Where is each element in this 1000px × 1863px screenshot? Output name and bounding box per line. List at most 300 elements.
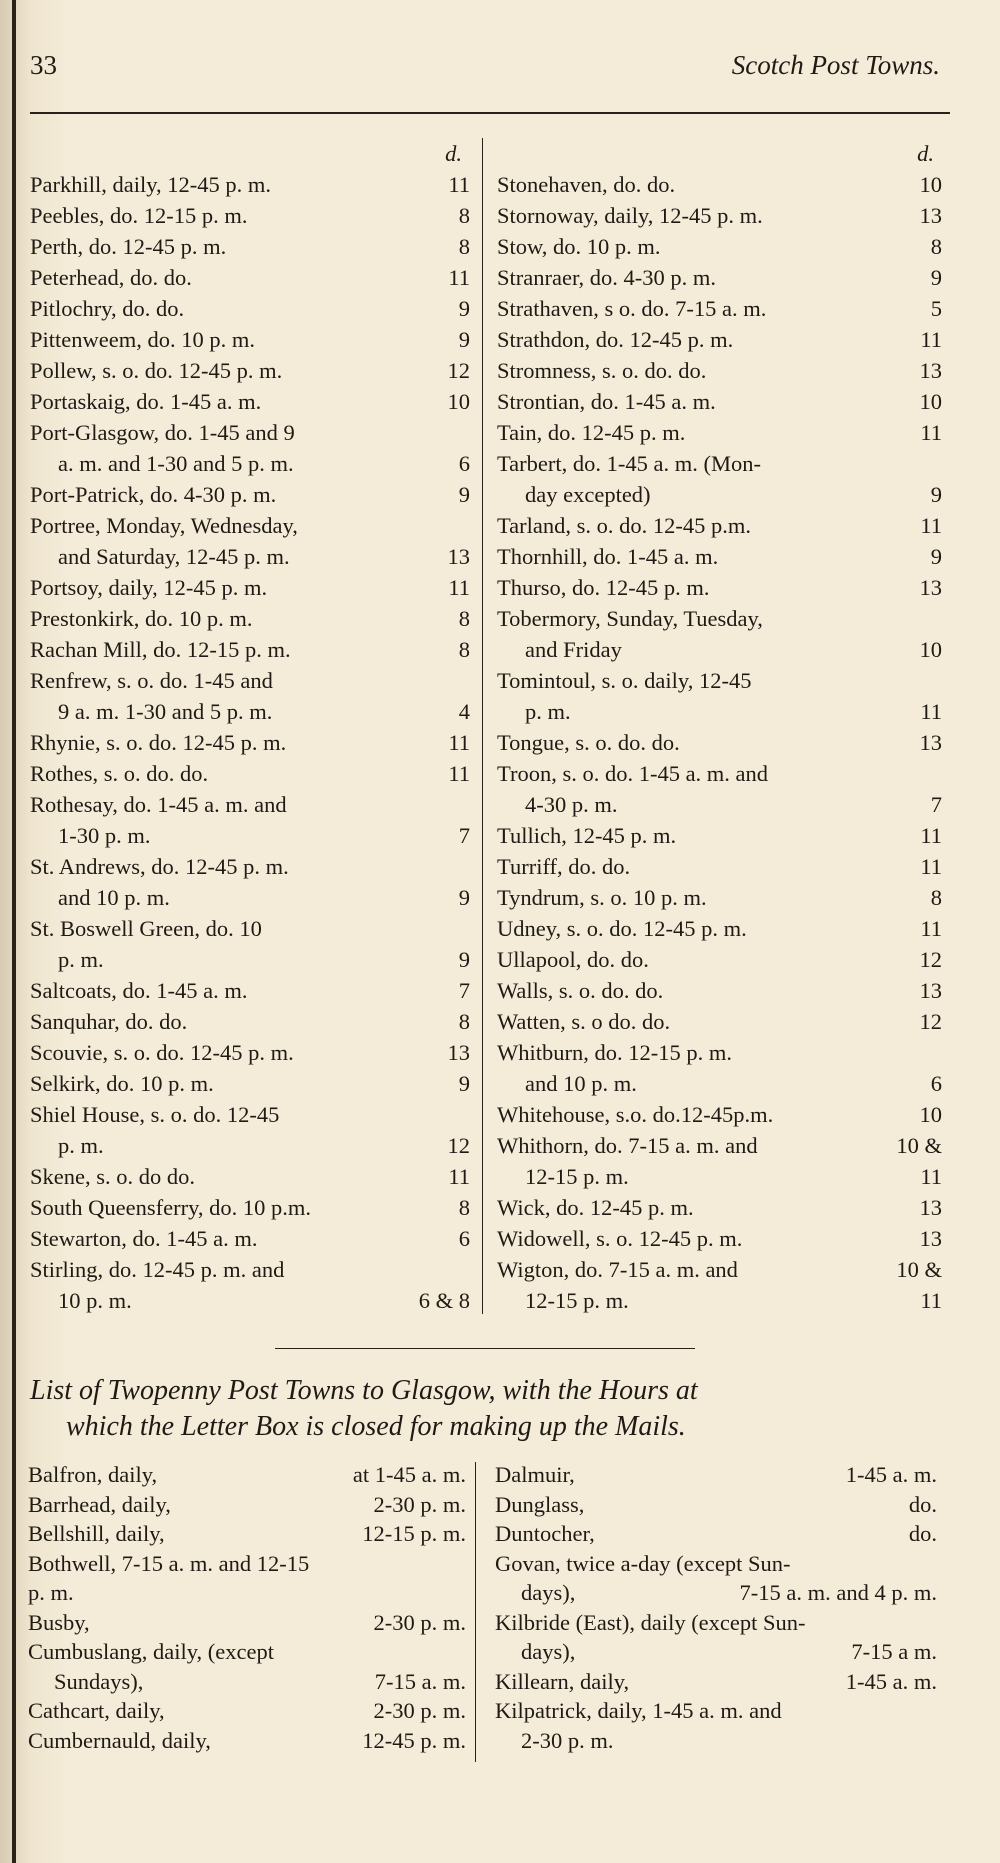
- twopenny-town-hour: 2-30 p. m.: [373, 1609, 466, 1635]
- post-town-line: Thornhill, do. 1-45 a. m.: [497, 544, 719, 569]
- postage-price: 11: [920, 327, 942, 352]
- twopenny-town-row: [495, 1696, 937, 1726]
- post-town-text: [497, 417, 882, 448]
- postage-price: 11: [448, 1164, 470, 1189]
- twopenny-town-name: 2-30 p. m.: [521, 1727, 614, 1753]
- post-town-text: [497, 448, 882, 510]
- post-town-text: [30, 479, 410, 510]
- post-town-entry: [30, 634, 470, 665]
- twopenny-town-row: [495, 1519, 937, 1549]
- post-town-entry: [497, 944, 942, 975]
- post-town-text: [30, 913, 410, 975]
- post-town-line: Ullapool, do. do.: [497, 947, 649, 972]
- post-town-entry: [30, 1099, 470, 1161]
- postage-price: 4: [458, 699, 470, 724]
- post-town-entry: [30, 479, 470, 510]
- post-town-entry: [497, 169, 942, 200]
- post-town-text: [497, 231, 882, 262]
- post-town-line: Widowell, s. o. 12-45 p. m.: [497, 1226, 743, 1251]
- post-town-text: [497, 572, 882, 603]
- post-town-line: Parkhill, daily, 12-45 p. m.: [30, 172, 272, 197]
- post-town-line: and 10 p. m.: [58, 885, 170, 910]
- post-town-entry: [30, 603, 470, 634]
- post-town-line: 1-30 p. m.: [58, 823, 151, 848]
- postage-price: 11: [448, 265, 470, 290]
- post-town-entry: [497, 882, 942, 913]
- postage-price: 13: [919, 730, 942, 755]
- post-town-text: [497, 603, 882, 665]
- post-town-text: [497, 851, 882, 882]
- post-town-line: Stornoway, daily, 12-45 p. m.: [497, 203, 763, 228]
- post-town-text: [30, 262, 410, 293]
- postage-price: 10 & 11: [896, 1257, 942, 1313]
- twopenny-town-hour: 7-15 a m.: [851, 1639, 937, 1664]
- post-town-entry: [497, 1130, 942, 1192]
- post-town-text: [30, 355, 410, 386]
- post-town-entry: [497, 510, 942, 541]
- twopenny-town-name: Barrhead, daily,: [28, 1491, 171, 1517]
- postage-price: 13: [447, 544, 470, 569]
- twopenny-town-name: Kilbride (East), daily (except Sun-: [495, 1609, 806, 1635]
- post-town-entry: [30, 510, 470, 572]
- postage-price: 8: [458, 606, 470, 631]
- postage-price: 13: [919, 575, 942, 600]
- post-town-line: Walls, s. o. do. do.: [497, 978, 664, 1003]
- post-town-line: Rhynie, s. o. do. 12-45 p. m.: [30, 730, 287, 755]
- post-town-entry: [30, 262, 470, 293]
- postage-price: 12: [447, 358, 470, 383]
- postage-price: 7: [458, 978, 470, 1003]
- post-town-entry: [30, 913, 470, 975]
- post-town-line: Peebles, do. 12-15 p. m.: [30, 203, 248, 228]
- twopenny-town-hour: 12-15 p. m.: [362, 1521, 466, 1546]
- post-town-text: [497, 386, 882, 417]
- post-town-text: [30, 169, 410, 200]
- post-town-line: Udney, s. o. do. 12-45 p. m.: [497, 916, 747, 941]
- post-town-entry: [30, 758, 470, 789]
- twopenny-town-row: [28, 1578, 466, 1608]
- post-town-text: [497, 1130, 882, 1192]
- post-town-entry: [497, 1192, 942, 1223]
- post-town-text: [30, 1099, 410, 1161]
- post-town-line: Stromness, s. o. do. do.: [497, 358, 707, 383]
- post-town-text: [30, 1223, 410, 1254]
- post-town-text: [30, 603, 410, 634]
- post-town-entry: [497, 324, 942, 355]
- twopenny-town-row: [28, 1490, 466, 1520]
- postage-price: 10: [919, 1102, 942, 1127]
- post-town-text: [30, 665, 410, 727]
- twopenny-town-name: Duntocher,: [495, 1521, 595, 1546]
- post-town-text: [30, 231, 410, 262]
- post-town-line: Renfrew, s. o. do. 1-45 and: [30, 668, 273, 693]
- post-town-line: Tarbert, do. 1-45 a. m. (Mon-: [497, 451, 761, 476]
- postage-price: 13: [919, 358, 942, 383]
- postage-price: 10: [919, 637, 942, 662]
- post-town-entry: [497, 913, 942, 944]
- post-town-entry: [497, 820, 942, 851]
- post-town-entry: [30, 386, 470, 417]
- postage-price: 11: [448, 761, 470, 786]
- post-town-entry: [497, 727, 942, 758]
- post-town-line: Portaskaig, do. 1-45 a. m.: [30, 389, 262, 414]
- postage-price: 6: [458, 1226, 470, 1251]
- post-town-text: [497, 355, 882, 386]
- post-town-line: Stranraer, do. 4-30 p. m.: [497, 265, 717, 290]
- post-town-entry: [30, 355, 470, 386]
- postage-price: 8: [930, 234, 942, 259]
- page-number: 33: [30, 50, 57, 80]
- post-town-line: 12-15 p. m.: [525, 1164, 629, 1189]
- twopenny-town-name: Cumbernauld, daily,: [28, 1727, 211, 1753]
- twopenny-town-row: [495, 1460, 937, 1490]
- post-town-entry: [497, 1099, 942, 1130]
- twopenny-town-row: [28, 1460, 466, 1490]
- post-town-line: Port-Patrick, do. 4-30 p. m.: [30, 482, 277, 507]
- postage-price: 8: [458, 234, 470, 259]
- post-town-entry: [497, 293, 942, 324]
- post-town-line: Perth, do. 12-45 p. m.: [30, 234, 227, 259]
- post-town-entry: [497, 1223, 942, 1254]
- post-town-line: Rothes, s. o. do. do.: [30, 761, 209, 786]
- post-town-entry: [497, 603, 942, 665]
- post-town-text: [30, 1006, 410, 1037]
- postage-price: 9: [930, 544, 942, 569]
- twopenny-town-row: [495, 1637, 937, 1667]
- postage-price: 9: [930, 482, 942, 507]
- post-town-text: [30, 851, 410, 913]
- post-town-line: Sanquhar, do. do.: [30, 1009, 188, 1034]
- post-town-entry: [497, 355, 942, 386]
- post-town-line: Stirling, do. 12-45 p. m. and: [30, 1257, 285, 1282]
- postage-price: 10: [919, 172, 942, 197]
- twopenny-town-row: [28, 1519, 466, 1549]
- postage-price: 11: [920, 420, 942, 445]
- post-town-line: Tullich, 12-45 p. m.: [497, 823, 677, 848]
- post-town-text: [30, 1254, 410, 1316]
- post-town-line: Rothesay, do. 1-45 a. m. and: [30, 792, 287, 817]
- post-town-text: [497, 510, 882, 541]
- postage-price: 6: [458, 451, 470, 476]
- twopenny-town-row: [495, 1490, 937, 1520]
- post-town-entry: [30, 1037, 470, 1068]
- post-town-entry: [30, 1192, 470, 1223]
- post-town-text: [497, 324, 882, 355]
- postage-price: 8: [458, 1195, 470, 1220]
- post-town-text: [497, 169, 882, 200]
- twopenny-town-name: Kilpatrick, daily, 1-45 a. m. and: [495, 1698, 782, 1723]
- post-town-entry: [497, 417, 942, 448]
- post-town-line: Pitlochry, do. do.: [30, 296, 185, 321]
- postage-price: 9: [458, 1071, 470, 1096]
- post-town-line: Rachan Mill, do. 12-15 p. m.: [30, 637, 291, 662]
- twopenny-town-hour: 2-30 p. m.: [373, 1491, 466, 1517]
- postage-price: 9: [458, 947, 470, 972]
- post-town-text: [30, 572, 410, 603]
- post-town-text: [497, 758, 882, 820]
- post-town-text: [497, 1006, 882, 1037]
- postage-price: 6: [930, 1071, 942, 1096]
- right-column: [497, 138, 942, 1316]
- twopenny-town-row: [495, 1726, 937, 1756]
- post-town-line: Portree, Monday, Wednesday,: [30, 513, 298, 538]
- list-title: [30, 1373, 950, 1445]
- post-town-line: p. m.: [525, 699, 571, 724]
- post-town-line: Peterhead, do. do.: [30, 265, 192, 290]
- post-town-line: Troon, s. o. do. 1-45 a. m. and: [497, 761, 769, 786]
- post-town-line: Whithorn, do. 7-15 a. m. and: [497, 1133, 758, 1158]
- post-town-line: Tyndrum, s. o. 10 p. m.: [497, 885, 707, 910]
- post-town-text: [497, 293, 882, 324]
- twopenny-town-row: [28, 1696, 466, 1726]
- post-town-text: [497, 665, 882, 727]
- postage-price: 9: [458, 885, 470, 910]
- post-town-text: [30, 510, 410, 572]
- postage-price: 13: [447, 1040, 470, 1065]
- postage-price: 11: [920, 854, 942, 879]
- post-town-text: [30, 417, 410, 479]
- post-town-line: Tobermory, Sunday, Tuesday,: [497, 606, 763, 631]
- twopenny-town-row: [495, 1578, 937, 1608]
- post-town-line: Thurso, do. 12-45 p. m.: [497, 575, 710, 600]
- post-town-entry: [30, 200, 470, 231]
- header-rule: [30, 112, 950, 114]
- post-town-line: South Queensferry, do. 10 p.m.: [30, 1195, 311, 1220]
- post-town-line: St. Andrews, do. 12-45 p. m.: [30, 854, 289, 879]
- twopenny-town-name: Bothwell, 7-15 a. m. and 12-15: [28, 1550, 310, 1576]
- post-town-entry: [30, 789, 470, 851]
- postage-price: 12: [447, 1133, 470, 1158]
- list-title-line-1: List of Twopenny Post Towns to Glasgow, with the Hours at: [30, 1375, 698, 1406]
- post-town-entry: [497, 541, 942, 572]
- twopenny-town-name: days),: [521, 1639, 576, 1664]
- twopenny-town-hour: 1-45 a. m.: [845, 1462, 937, 1487]
- post-town-line: 4-30 p. m.: [525, 792, 618, 817]
- post-town-line: Portsoy, daily, 12-45 p. m.: [30, 575, 268, 600]
- twopenny-town-name: Killearn, daily,: [495, 1668, 630, 1694]
- post-town-line: Watten, s. o do. do.: [497, 1009, 671, 1034]
- post-town-line: p. m.: [58, 1133, 104, 1158]
- post-town-line: Port-Glasgow, do. 1-45 and 9: [30, 420, 295, 445]
- postage-price: 7: [930, 792, 942, 817]
- post-town-line: Selkirk, do. 10 p. m.: [30, 1071, 214, 1096]
- post-town-text: [497, 913, 882, 944]
- glasgow-right-column: [495, 1460, 937, 1755]
- post-town-line: St. Boswell Green, do. 10: [30, 916, 262, 941]
- post-town-line: and 10 p. m.: [525, 1071, 637, 1096]
- postage-price: 11: [448, 575, 470, 600]
- post-town-text: [30, 200, 410, 231]
- twopenny-town-name: Balfron, daily,: [28, 1462, 158, 1487]
- glasgow-column-divider: [475, 1462, 476, 1762]
- post-town-entry: [30, 1223, 470, 1254]
- twopenny-town-row: [495, 1608, 937, 1638]
- post-town-line: Strathdon, do. 12-45 p. m.: [497, 327, 734, 352]
- post-town-line: a. m. and 1-30 and 5 p. m.: [58, 451, 294, 476]
- post-town-text: [30, 758, 410, 789]
- post-town-text: [30, 1192, 410, 1223]
- post-town-text: [497, 541, 882, 572]
- postage-price: 11: [920, 823, 942, 848]
- twopenny-town-name: Govan, twice a-day (except Sun-: [495, 1550, 791, 1576]
- post-town-text: [497, 727, 882, 758]
- post-town-line: Saltcoats, do. 1-45 a. m.: [30, 978, 248, 1003]
- post-town-entry: [30, 665, 470, 727]
- twopenny-town-row: [28, 1608, 466, 1638]
- post-town-text: [497, 1254, 882, 1316]
- twopenny-town-row: [28, 1637, 466, 1667]
- book-spine-edge: [12, 0, 16, 1863]
- post-town-text: [30, 1037, 410, 1068]
- twopenny-town-name: Dunglass,: [495, 1491, 585, 1517]
- post-town-line: and Saturday, 12-45 p. m.: [58, 544, 290, 569]
- post-town-line: p. m.: [58, 947, 104, 972]
- column-divider: [482, 138, 483, 1314]
- post-town-text: [30, 727, 410, 758]
- post-town-text: [30, 789, 410, 851]
- postage-price: 9: [458, 296, 470, 321]
- postage-price: 13: [919, 1195, 942, 1220]
- post-town-entry: [30, 293, 470, 324]
- post-town-line: Pittenweem, do. 10 p. m.: [30, 327, 255, 352]
- twopenny-town-row: [495, 1667, 937, 1697]
- post-town-line: Tongue, s. o. do. do.: [497, 730, 680, 755]
- postage-price: 7: [458, 823, 470, 848]
- post-town-entry: [30, 1068, 470, 1099]
- postage-price: 12: [919, 947, 942, 972]
- post-town-line: Strathaven, s o. do. 7-15 a. m.: [497, 296, 767, 321]
- post-town-line: and Friday: [525, 637, 622, 662]
- twopenny-town-hour: 7-15 a. m. and 4 p. m.: [739, 1580, 937, 1605]
- post-town-entry: [30, 417, 470, 479]
- postage-price: 11: [920, 699, 942, 724]
- post-town-entry: [497, 386, 942, 417]
- post-town-text: [30, 293, 410, 324]
- post-town-line: Wick, do. 12-45 p. m.: [497, 1195, 694, 1220]
- post-town-entry: [30, 1006, 470, 1037]
- post-town-entry: [30, 975, 470, 1006]
- post-town-entry: [30, 1161, 470, 1192]
- twopenny-town-name: days),: [521, 1580, 576, 1605]
- post-town-line: Scouvie, s. o. do. 12-45 p. m.: [30, 1040, 294, 1065]
- page-header: [30, 50, 940, 90]
- post-town-line: Tarland, s. o. do. 12-45 p.m.: [497, 513, 752, 538]
- twopenny-town-hour: do.: [908, 1521, 937, 1546]
- twopenny-town-name: Bellshill, daily,: [28, 1521, 165, 1546]
- post-town-text: [497, 1192, 882, 1223]
- post-town-line: Strontian, do. 1-45 a. m.: [497, 389, 716, 414]
- post-town-text: [497, 262, 882, 293]
- postage-price: 8: [458, 1009, 470, 1034]
- post-town-text: [30, 1068, 410, 1099]
- post-town-entry: [497, 851, 942, 882]
- post-town-text: [497, 200, 882, 231]
- post-town-text: [30, 634, 410, 665]
- post-town-entry: [497, 231, 942, 262]
- post-town-text: [497, 1099, 882, 1130]
- post-town-line: Wigton, do. 7-15 a. m. and: [497, 1257, 738, 1282]
- twopenny-town-hour: 1-45 a. m.: [845, 1668, 937, 1694]
- post-town-line: Tain, do. 12-45 p. m.: [497, 420, 686, 445]
- post-town-line: Stow, do. 10 p. m.: [497, 234, 661, 259]
- postage-price: 5: [930, 296, 942, 321]
- post-town-entry: [30, 572, 470, 603]
- twopenny-town-name: Sundays),: [54, 1668, 144, 1694]
- post-town-entry: [497, 448, 942, 510]
- postage-price: 10: [919, 389, 942, 414]
- post-town-entry: [30, 727, 470, 758]
- postage-price: 13: [919, 1226, 942, 1251]
- section-rule: [275, 1348, 695, 1349]
- postage-price: 8: [930, 885, 942, 910]
- post-town-entry: [497, 758, 942, 820]
- post-town-entry: [497, 1254, 942, 1316]
- post-town-line: 9 a. m. 1-30 and 5 p. m.: [58, 699, 273, 724]
- postage-price: 13: [919, 203, 942, 228]
- postage-price: 12: [919, 1009, 942, 1034]
- unit-label-left: d.: [445, 141, 462, 166]
- post-town-entry: [30, 1254, 470, 1316]
- unit-label-right: d.: [917, 141, 934, 166]
- post-town-text: [30, 324, 410, 355]
- twopenny-town-row: [28, 1667, 466, 1697]
- running-head: Scotch Post Towns.: [731, 50, 940, 80]
- post-town-text: [497, 975, 882, 1006]
- post-town-entry: [30, 851, 470, 913]
- post-town-entry: [497, 1006, 942, 1037]
- post-town-entry: [30, 169, 470, 200]
- post-town-line: 10 p. m.: [58, 1288, 132, 1313]
- post-town-line: Turriff, do. do.: [497, 854, 631, 879]
- post-town-entry: [497, 665, 942, 727]
- glasgow-left-column: [28, 1460, 466, 1755]
- post-town-text: [497, 882, 882, 913]
- post-town-line: Prestonkirk, do. 10 p. m.: [30, 606, 253, 631]
- twopenny-town-hour: 2-30 p. m.: [373, 1698, 466, 1723]
- twopenny-town-name: Cathcart, daily,: [28, 1698, 165, 1723]
- post-town-text: [497, 820, 882, 851]
- postage-price: 11: [448, 172, 470, 197]
- post-town-line: Whitburn, do. 12-15 p. m.: [497, 1040, 732, 1065]
- post-town-line: 12-15 p. m.: [525, 1288, 629, 1313]
- list-title-line-2: which the Letter Box is closed for making up the Mails.: [66, 1411, 686, 1442]
- postage-price: 11: [920, 513, 942, 538]
- twopenny-town-name: p. m.: [28, 1580, 74, 1605]
- twopenny-town-name: Cumbuslang, daily, (except: [28, 1639, 274, 1664]
- twopenny-town-row: [495, 1549, 937, 1579]
- post-town-line: Whitehouse, s.o. do.12-45p.m.: [497, 1102, 774, 1127]
- postage-price: 10: [447, 389, 470, 414]
- postage-price: 13: [919, 978, 942, 1003]
- post-town-entry: [30, 324, 470, 355]
- twopenny-town-hour: do.: [908, 1491, 937, 1517]
- twopenny-town-name: Busby,: [28, 1609, 90, 1635]
- postage-price: 9: [458, 482, 470, 507]
- twopenny-town-name: Dalmuir,: [495, 1462, 575, 1487]
- postage-price: 11: [448, 730, 470, 755]
- post-town-line: day excepted): [525, 482, 651, 507]
- post-town-line: Shiel House, s. o. do. 12-45: [30, 1102, 280, 1127]
- postage-price: 8: [458, 203, 470, 228]
- left-column: [30, 138, 470, 1316]
- post-town-line: Skene, s. o. do do.: [30, 1164, 195, 1189]
- postage-price: 9: [930, 265, 942, 290]
- post-town-entry: [497, 572, 942, 603]
- twopenny-town-hour: 12-45 p. m.: [362, 1727, 466, 1753]
- post-town-entry: [497, 262, 942, 293]
- postage-price: 10 & 11: [896, 1133, 942, 1189]
- postage-price: 8: [458, 637, 470, 662]
